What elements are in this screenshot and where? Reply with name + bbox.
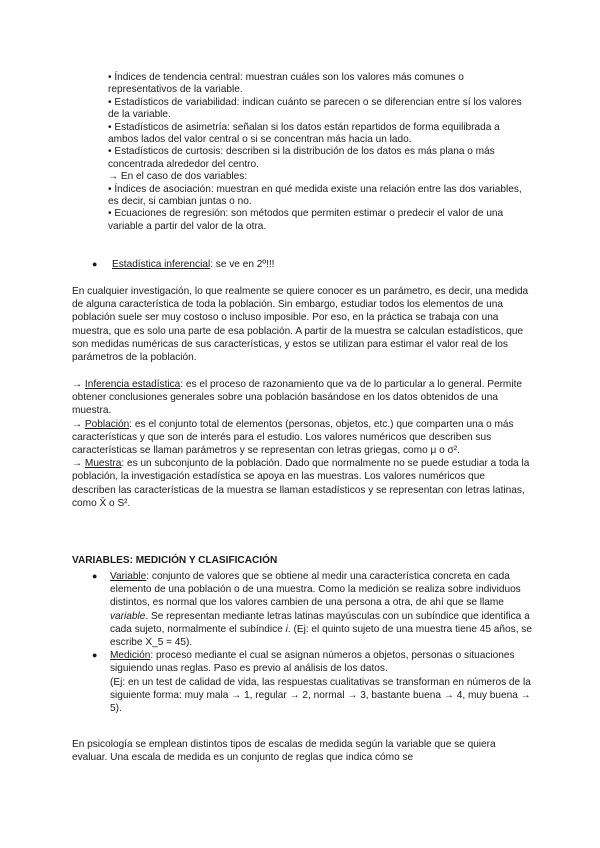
sublist-item: • Índices de asociación: muestran en qué medida existe una relación entre las dos variables, es decir, si cambian juntas o no. [108, 183, 522, 208]
section-heading: VARIABLES: MEDICIÓN Y CLASIFICACIÓN [72, 555, 278, 566]
variable-em-i: i [285, 623, 288, 635]
list-item-medicion [92, 649, 532, 715]
variables-list [92, 570, 532, 715]
bullet-icon: ● [92, 259, 98, 269]
medicion-text: : proceso mediante el cual se asignan números a objetos, personas o situaciones siguiendo unas reglas. Paso es previo al análisis de los datos. [110, 650, 515, 675]
closing-paragraph: En psicología se emplean distintos tipos de escalas de medida según la variable que se quiera evaluar. Una escala de medida es un conjunto de reglas que indica cómo se [72, 739, 496, 764]
medicion-definition [110, 649, 532, 675]
bullet-icon: ● [92, 650, 98, 661]
sublist-item: • Estadísticos de variabilidad: indican cuánto se parecen o se diferencian entre sí los valores de la variable. [108, 96, 522, 121]
medicion-example: (Ej: en un test de calidad de vida, las respuestas cualitativas se transforman en números de la siguiente forma: muy mala → 1, regular → 2, normal → 3, bastante buena → 4, muy buena → 5). [110, 676, 531, 715]
bullet-icon: ● [92, 571, 98, 581]
definition-term: Inferencia estadística [84, 379, 181, 390]
variable-term: Variable [110, 571, 147, 582]
definition-inferencia [72, 378, 530, 418]
definition-poblacion [72, 418, 530, 458]
arrow-icon: → [72, 458, 85, 470]
list-item-variable [92, 570, 532, 649]
sublist-item: • Estadísticos de asimetría: señalan si los datos están repartidos de forma equilibrada a ambos lados del valor central o si se concentran más hacia un lado. [108, 121, 500, 146]
intro-paragraph-block [72, 285, 530, 364]
definition-term: Muestra [84, 458, 122, 470]
inferential-term: Estadística inferencial [112, 259, 211, 270]
arrow-icon: → [72, 418, 85, 430]
medicion-term: Medición [110, 650, 151, 662]
intro-paragraph: En cualquier investigación, lo que realmente se quiere conocer es un parámetro, es decir, una medida de alguna característica de toda la población. Sin embargo, estudiar todos los elementos de una población suele ser muy costoso o incluso imposible. Por eso, en la práctica se trabaja con una muestra, que es solo una parte de esa población. A partir de la muestra se calculan estadísticos, que son medidas numéricas de sus características, y estos se utilizan para estimar el valor real de los parámetros de la población. [72, 286, 529, 364]
definition-text: : es el proceso de razonamiento que va de lo particular a lo general. Permite obtener conclusiones generales sobre una población basándose en los datos obtenidos de una muestra. [72, 379, 522, 417]
sublist-item: • Estadísticos de curtosis: describen si la distribución de los datos es más plana o más concentrada alrededor del centro. [108, 146, 495, 170]
variable-definition [110, 570, 532, 649]
variable-text-1: : conjunto de valores que se obtiene al medir una característica concreta en cada elemento de una población o de una muestra. Como la medición se realiza sobre individuos distintos, es normal que los valores cambien de una persona a otra, de ahí que se llame [110, 571, 521, 609]
variable-text-3: . (Ej: el quinto sujeto de una muestra tiene 45 años, se escribe X_5 = 45). [110, 623, 532, 649]
inferential-rest: : se ve en 2º!!! [210, 259, 275, 270]
descriptive-sublist [108, 72, 528, 233]
variable-text-2: . Se representan mediante letras latinas mayúsculas con un subíndice que identifica a cada sujeto, normalmente el subíndice [110, 610, 530, 635]
closing-paragraph-block [72, 738, 530, 764]
definitions-block [72, 378, 530, 510]
sublist-item: • Ecuaciones de regresión: son métodos que permiten estimar o predecir el valor de una variable a partir del valor de la otra. [108, 208, 504, 232]
sublist-item: → En el caso de dos variables: [108, 171, 248, 183]
definition-term: Población [84, 418, 130, 430]
definition-muestra [72, 457, 530, 510]
variable-em: variable [110, 610, 146, 622]
definition-text: : es un subconjunto de la población. Dado que normalmente no se puede estudiar a toda la población, la investigación estadística se apoya en las muestras. Los valores numéricos que describen las características de la muestra se llaman estadísticos y se representan con letras latinas, como X̄ o S². [72, 458, 530, 509]
definition-text: : es el conjunto total de elementos (personas, objetos, etc.) que comparten una o más características y que son de interés para el estudio. Los valores numéricos que describen sus características se llaman parámetros y se representan con letras griegas, como μ o σ². [72, 418, 514, 457]
sublist-item: • Índices de tendencia central: muestran cuáles son los valores más comunes o representativos de la variable. [108, 72, 464, 96]
arrow-icon: → [72, 379, 85, 390]
inferential-bullet [92, 258, 274, 271]
